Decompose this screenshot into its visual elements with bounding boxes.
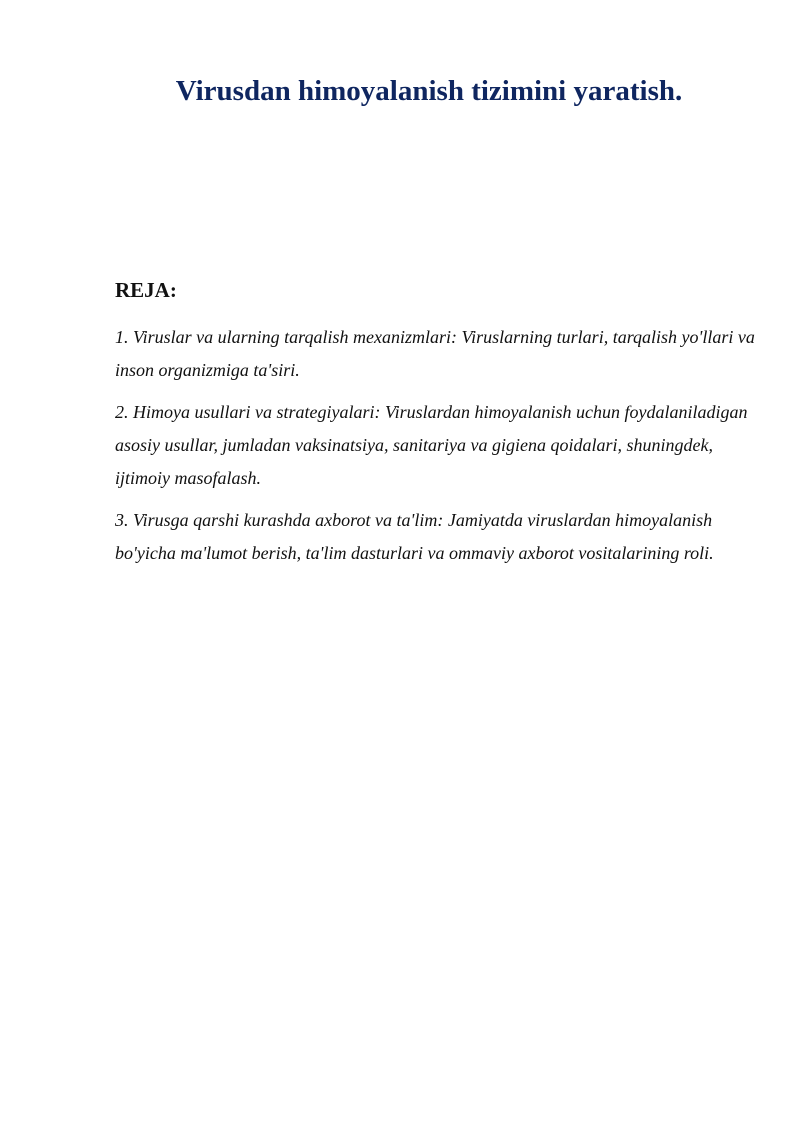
document-title: Virusdan himoyalanish tizimini yaratish.	[175, 75, 683, 107]
plan-list	[115, 321, 755, 579]
plan-item-1: 1. Viruslar va ularning tarqalish mexanizmlari: Viruslarning turlari, tarqalish yo'llari va inson organizmiga ta'siri.	[115, 327, 755, 380]
plan-heading: REJA:	[115, 278, 177, 302]
plan-item-3: 3. Virusga qarshi kurashda axborot va ta'lim: Jamiyatda viruslardan himoyalanish bo'yicha ma'lumot berish, ta'lim dasturlari va ommaviy axborot vositalarining roli.	[115, 510, 714, 563]
plan-item-2: 2. Himoya usullari va strategiyalari: Viruslardan himoyalanish uchun foydalaniladigan asosiy usullar, jumladan vaksinatsiya, sanitariya va gigiena qoidalari, shuningdek, ijtimoiy masofalash.	[115, 402, 748, 488]
